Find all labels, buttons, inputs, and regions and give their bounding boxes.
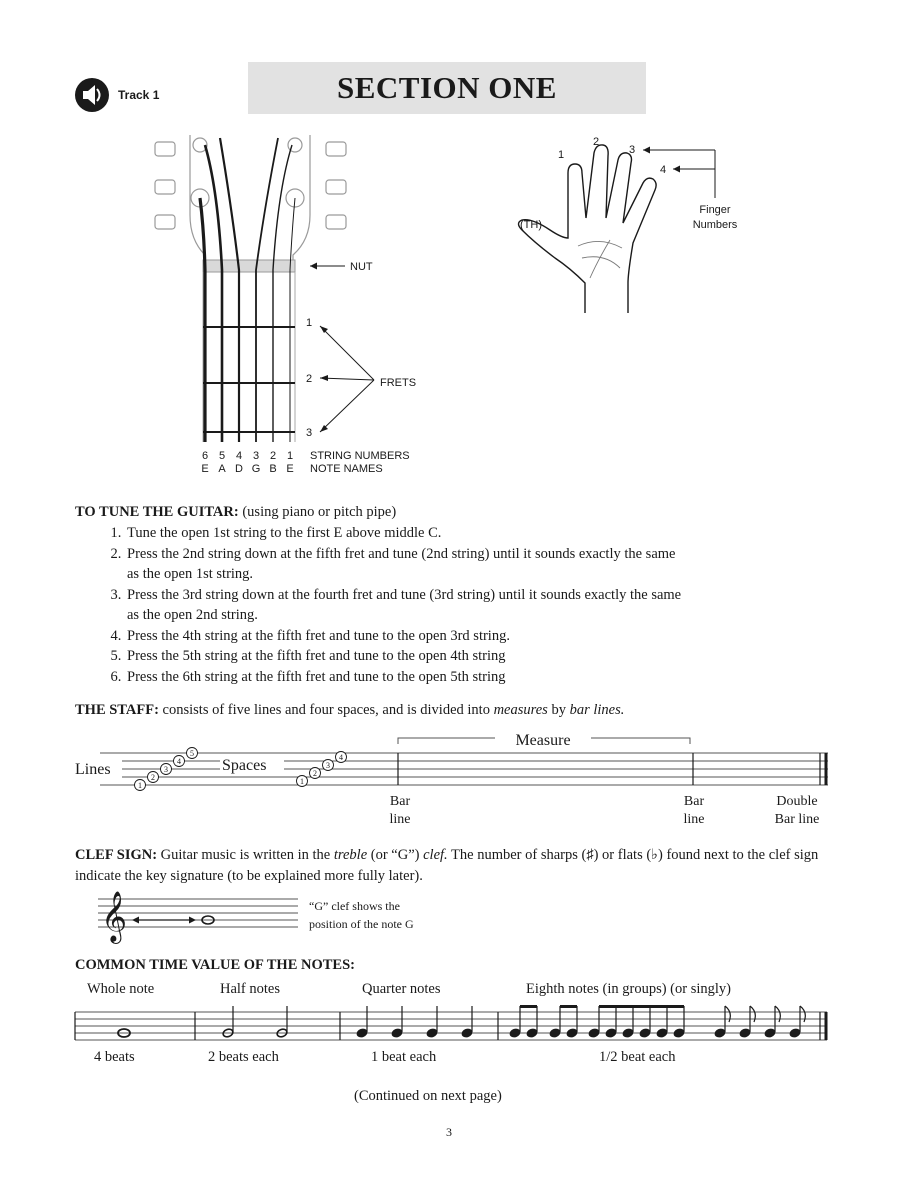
note-name: E [286,463,294,475]
note-name: A [218,463,226,475]
guitar-neck-diagram [140,130,440,480]
string-number: 4 [235,450,243,462]
string-numbers-label: STRING NUMBERS [310,450,410,462]
line-number-circle [148,772,159,783]
svg-text:3: 3 [326,761,330,770]
tuning-step: 5. Press the 5th string at the fifth fret and tune to the open 4th string [125,646,685,667]
clef-caption [309,897,414,933]
note-name: E [201,463,209,475]
frets [203,327,295,432]
finger-number-labels [558,136,666,176]
string-number: 2 [269,450,277,462]
quarter-notes-label: Quarter notes [362,981,441,997]
tuning-step: 4. Press the 4th string at the fifth fret and tune to the open 3rd string. [125,626,685,647]
double-bar-label-2: Bar line [774,812,820,827]
note-name: G [251,463,261,475]
line-number-circle [161,764,172,775]
line-number-circle [135,780,146,791]
half-notes-label: Half notes [220,981,280,997]
svg-text:2: 2 [313,769,317,778]
tuning-subheading: (using piano or pitch pipe) [242,504,397,520]
bar-line-1-label: Bar [389,794,411,809]
staff-text: by [551,702,566,718]
svg-text:1: 1 [138,781,142,790]
note-values-staff [70,1000,835,1050]
staff-text: consists of five lines and four spaces, and is divided into [162,702,490,718]
staff-description [75,700,835,721]
tuning-step: 1. Tune the open 1st string to the first E above middle C. [125,523,685,544]
svg-text:4: 4 [339,753,343,762]
tuning-heading-line [75,502,396,523]
track-label: Track 1 [118,88,160,102]
svg-text:1: 1 [300,777,304,786]
clef-caption-line: “G” clef shows the [309,899,400,913]
svg-text:4: 4 [177,757,181,766]
staff-term-barlines: bar lines. [569,702,625,718]
frets-arrows [320,326,374,432]
clef-term-treble: treble [333,847,368,863]
svg-text:2: 2 [151,773,155,782]
treble-clef-staff [98,885,308,947]
staff-diagram [70,725,840,835]
line-number-circle [187,748,198,759]
continued-note: (Continued on next page) [354,1088,502,1104]
thumb-label: (TH) [520,219,542,231]
track-badge[interactable] [74,77,159,113]
strings [200,138,295,442]
clef-caption-line: position of the note G [309,917,414,931]
string-number: 6 [201,450,209,462]
string-3 [256,138,278,442]
space-number-circle [297,776,308,787]
palm-lines [578,240,622,278]
fret-number-1: 1 [306,317,313,329]
treble-clef-icon: 𝄞 [101,892,128,941]
note-name: B [269,463,277,475]
string-number: 5 [218,450,226,462]
staff-lines [100,753,828,785]
string-number: 3 [252,450,260,462]
clef-description [75,845,835,887]
finger-number: 3 [629,144,636,156]
svg-text:3: 3 [164,765,168,774]
time-values-heading: COMMON TIME VALUE OF THE NOTES: [75,957,355,973]
clef-text: (or “G”) [370,847,420,863]
string-number: 1 [286,450,294,462]
staff-heading: THE STAFF: [75,702,159,718]
section-title: SECTION ONE [248,62,646,114]
clef-text: Guitar music is written in the [160,847,331,863]
staff-term-measures: measures [493,702,548,718]
finger-numbers-label-1: Finger [699,204,731,216]
tuning-step: 3. Press the 3rd string down at the fourth fret and tune (3rd string) until it sounds exactly the same as the open 2nd string. [125,585,685,626]
string-number-row [202,450,293,462]
quarter-note [391,1006,403,1038]
nut-label: NUT [350,261,373,273]
quarter-note [461,1006,473,1038]
tuning-steps-list [100,523,685,687]
note-name-row [201,463,293,475]
fret-number-2: 2 [306,373,313,385]
svg-text:5: 5 [190,749,194,758]
bar-line-2-label-2: line [683,812,705,827]
tuning-step: 2. Press the 2nd string down at the fifth fret and tune (2nd string) until it sounds exactly the same as the open 1st string. [125,544,685,585]
string-1 [290,198,295,442]
hand-diagram [510,128,750,318]
finger-numbers-label-2: Numbers [692,219,738,231]
clef-text: The number of sharps (♯) or flats (♭) found next to the clef sign indicate the key signature (to be explained more fully later). [75,847,819,884]
frets-label: FRETS [380,377,417,389]
note-names-label: NOTE NAMES [310,463,383,475]
string-5 [205,145,222,442]
whole-note-label: Whole note [87,981,155,997]
quarter-note [356,1006,368,1038]
finger-numbers-bracket [643,150,715,198]
string-2 [273,145,292,442]
space-number-circle [323,760,334,771]
clef-term-clef: clef. [423,847,448,863]
space-number-circle [310,768,321,779]
tuning-pegs [155,138,346,229]
audio-track-icon[interactable] [74,77,110,113]
line-number-circle [174,756,185,767]
tuning-heading: TO TUNE THE GUITAR: [75,504,239,520]
quarter-note [426,1006,438,1038]
nut-bar [203,260,295,272]
eighth-notes-label: Eighth notes (in groups) (or singly) [526,981,731,997]
bar-line-2-label: Bar [683,794,705,809]
finger-number: 2 [593,136,600,148]
measure-label: Measure [515,732,571,749]
clef-heading: CLEF SIGN: [75,847,158,863]
eighth-beats-label: 1/2 beat each [599,1049,676,1065]
finger-number: 1 [558,149,565,161]
whole-beats-label: 4 beats [94,1049,135,1065]
finger-number: 4 [660,164,667,176]
double-bar-label: Double [776,794,818,809]
note-name: D [235,463,243,475]
quarter-beats-label: 1 beat each [371,1049,437,1065]
half-beats-label: 2 beats each [208,1049,279,1065]
bar-line-1-label-2: line [389,812,411,827]
tuning-step: 6. Press the 6th string at the fifth fret and tune to the open 5th string [125,667,685,688]
space-number-circle [336,752,347,763]
spaces-label: Spaces [222,757,267,774]
lines-label: Lines [75,761,111,778]
page-number: 3 [446,1125,452,1139]
fret-number-3: 3 [306,427,313,439]
